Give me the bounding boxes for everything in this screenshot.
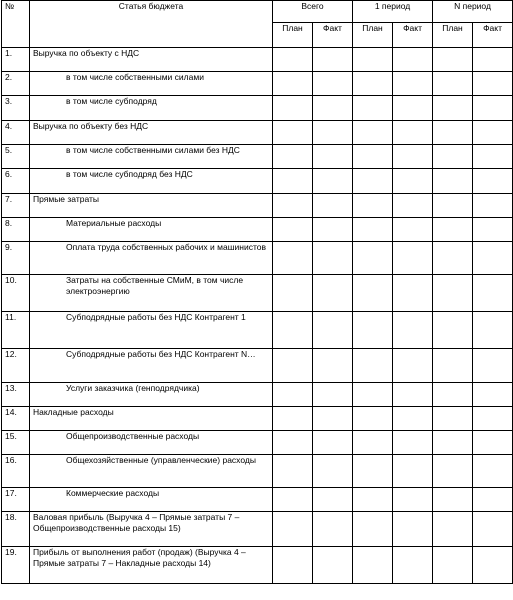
- row-label: Общехозяйственные (управленческие) расходы: [66, 455, 256, 465]
- value-cell[interactable]: [393, 218, 433, 242]
- table-row: [2, 121, 513, 145]
- value-cell[interactable]: [273, 96, 313, 121]
- value-cell[interactable]: [393, 383, 433, 407]
- table-row: [2, 242, 513, 275]
- value-cell[interactable]: [273, 383, 313, 407]
- header-total: Всего: [273, 1, 353, 23]
- row-number: 14.: [2, 407, 30, 431]
- table-row: [2, 96, 513, 121]
- value-cell[interactable]: [433, 194, 473, 218]
- value-cell[interactable]: [393, 275, 433, 312]
- value-cell[interactable]: [353, 488, 393, 512]
- value-cell[interactable]: [273, 169, 313, 194]
- row-label-cell: [30, 349, 273, 383]
- table-row: [2, 455, 513, 488]
- row-number: 5.: [2, 145, 30, 169]
- value-cell[interactable]: [313, 72, 353, 96]
- row-number: 9.: [2, 242, 30, 275]
- value-cell[interactable]: [313, 121, 353, 145]
- value-cell[interactable]: [393, 431, 433, 455]
- value-cell[interactable]: [433, 121, 473, 145]
- row-label: Общепроизводственные расходы: [66, 431, 200, 441]
- value-cell[interactable]: [353, 407, 393, 431]
- value-cell[interactable]: [473, 547, 513, 584]
- row-label: Выручка по объекту без НДС: [33, 121, 149, 131]
- value-cell[interactable]: [433, 169, 473, 194]
- value-cell[interactable]: [353, 275, 393, 312]
- budget-table: [1, 0, 513, 584]
- value-cell[interactable]: [313, 431, 353, 455]
- value-cell[interactable]: [473, 349, 513, 383]
- row-number: 12.: [2, 349, 30, 383]
- value-cell[interactable]: [273, 242, 313, 275]
- value-cell[interactable]: [353, 242, 393, 275]
- value-cell[interactable]: [273, 275, 313, 312]
- value-cell[interactable]: [353, 96, 393, 121]
- row-number: 4.: [2, 121, 30, 145]
- value-cell[interactable]: [273, 218, 313, 242]
- header-plan: План: [353, 23, 393, 48]
- value-cell[interactable]: [393, 72, 433, 96]
- value-cell[interactable]: [473, 275, 513, 312]
- value-cell[interactable]: [313, 275, 353, 312]
- table-row: [2, 72, 513, 96]
- value-cell[interactable]: [473, 455, 513, 488]
- row-label-cell: [30, 121, 273, 145]
- header-budget-item: Статья бюджета: [30, 1, 273, 48]
- table-row: [2, 275, 513, 312]
- value-cell[interactable]: [433, 488, 473, 512]
- value-cell[interactable]: [353, 547, 393, 584]
- value-cell[interactable]: [273, 349, 313, 383]
- row-label: в том числе собственными силами без НДС: [66, 145, 240, 155]
- table-row: [2, 488, 513, 512]
- value-cell[interactable]: [473, 121, 513, 145]
- value-cell[interactable]: [273, 145, 313, 169]
- value-cell[interactable]: [353, 145, 393, 169]
- row-label-cell: [30, 145, 273, 169]
- row-label: Прямые затраты: [33, 194, 99, 204]
- row-label-cell: [30, 96, 273, 121]
- value-cell[interactable]: [313, 349, 353, 383]
- header-row-groups: [2, 1, 513, 23]
- row-label: Прибыль от выполнения работ (продаж) (Выручка 4 – Прямые затраты 7 – Накладные расходы 14): [33, 547, 246, 568]
- value-cell[interactable]: [353, 218, 393, 242]
- value-cell[interactable]: [353, 48, 393, 72]
- value-cell[interactable]: [313, 407, 353, 431]
- header-plan: План: [273, 23, 313, 48]
- row-label-cell: [30, 218, 273, 242]
- value-cell[interactable]: [313, 145, 353, 169]
- value-cell[interactable]: [393, 121, 433, 145]
- value-cell[interactable]: [473, 48, 513, 72]
- row-number: 10.: [2, 275, 30, 312]
- value-cell[interactable]: [313, 455, 353, 488]
- value-cell[interactable]: [353, 312, 393, 349]
- row-label: в том числе субподряд: [66, 96, 157, 106]
- table-row: [2, 194, 513, 218]
- value-cell[interactable]: [273, 48, 313, 72]
- table-row: [2, 547, 513, 584]
- value-cell[interactable]: [473, 194, 513, 218]
- value-cell[interactable]: [433, 218, 473, 242]
- value-cell[interactable]: [313, 194, 353, 218]
- value-cell[interactable]: [313, 512, 353, 547]
- value-cell[interactable]: [273, 407, 313, 431]
- row-label-cell: [30, 383, 273, 407]
- value-cell[interactable]: [273, 312, 313, 349]
- row-label: Валовая прибыль (Выручка 4 – Прямые затраты 7 – Общепроизводственные расходы 15): [33, 512, 240, 533]
- value-cell[interactable]: [433, 96, 473, 121]
- table-row: [2, 407, 513, 431]
- header-plan: План: [433, 23, 473, 48]
- row-label: в том числе субподряд без НДС: [66, 169, 193, 179]
- value-cell[interactable]: [433, 145, 473, 169]
- row-label-cell: [30, 275, 273, 312]
- row-number: 7.: [2, 194, 30, 218]
- value-cell[interactable]: [473, 96, 513, 121]
- table-row: [2, 349, 513, 383]
- value-cell[interactable]: [433, 383, 473, 407]
- value-cell[interactable]: [313, 383, 353, 407]
- value-cell[interactable]: [473, 383, 513, 407]
- value-cell[interactable]: [393, 512, 433, 547]
- value-cell[interactable]: [393, 349, 433, 383]
- row-label-cell: [30, 455, 273, 488]
- value-cell[interactable]: [433, 48, 473, 72]
- value-cell[interactable]: [433, 512, 473, 547]
- value-cell[interactable]: [353, 512, 393, 547]
- row-label-cell: [30, 547, 273, 584]
- value-cell[interactable]: [473, 169, 513, 194]
- row-label: Выручка по объекту с НДС: [33, 48, 140, 58]
- value-cell[interactable]: [433, 431, 473, 455]
- value-cell[interactable]: [353, 431, 393, 455]
- row-label-cell: [30, 431, 273, 455]
- value-cell[interactable]: [313, 547, 353, 584]
- row-number: 2.: [2, 72, 30, 96]
- row-label: в том числе собственными силами: [66, 72, 204, 82]
- value-cell[interactable]: [273, 512, 313, 547]
- value-cell[interactable]: [313, 48, 353, 72]
- header-fact: Факт: [393, 23, 433, 48]
- value-cell[interactable]: [313, 312, 353, 349]
- row-label: Оплата труда собственных рабочих и машинистов: [66, 242, 267, 252]
- value-cell[interactable]: [433, 349, 473, 383]
- row-number: 18.: [2, 512, 30, 547]
- header-period-n: N период: [433, 1, 513, 23]
- row-number: 15.: [2, 431, 30, 455]
- value-cell[interactable]: [433, 455, 473, 488]
- row-number: 6.: [2, 169, 30, 194]
- value-cell[interactable]: [393, 96, 433, 121]
- value-cell[interactable]: [473, 312, 513, 349]
- value-cell[interactable]: [473, 407, 513, 431]
- value-cell[interactable]: [393, 48, 433, 72]
- value-cell[interactable]: [433, 407, 473, 431]
- row-label: Затраты на собственные СМиМ, в том числе электроэнергию: [66, 275, 244, 296]
- table-row: [2, 218, 513, 242]
- row-label: Субподрядные работы без НДС Контрагент 1: [66, 312, 246, 322]
- row-number: 3.: [2, 96, 30, 121]
- value-cell[interactable]: [473, 145, 513, 169]
- table-row: [2, 312, 513, 349]
- row-label-cell: [30, 48, 273, 72]
- value-cell[interactable]: [433, 72, 473, 96]
- value-cell[interactable]: [273, 194, 313, 218]
- value-cell[interactable]: [393, 169, 433, 194]
- value-cell[interactable]: [273, 72, 313, 96]
- value-cell[interactable]: [433, 242, 473, 275]
- table-row: [2, 48, 513, 72]
- row-label: Коммерческие расходы: [66, 488, 160, 498]
- header-number: №: [2, 1, 30, 48]
- row-label-cell: [30, 72, 273, 96]
- value-cell[interactable]: [353, 349, 393, 383]
- value-cell[interactable]: [393, 242, 433, 275]
- value-cell[interactable]: [353, 121, 393, 145]
- table-row: [2, 169, 513, 194]
- value-cell[interactable]: [473, 431, 513, 455]
- value-cell[interactable]: [353, 455, 393, 488]
- row-label-cell: [30, 242, 273, 275]
- value-cell[interactable]: [313, 218, 353, 242]
- value-cell[interactable]: [353, 194, 393, 218]
- row-number: 1.: [2, 48, 30, 72]
- row-label-cell: [30, 194, 273, 218]
- row-number: 8.: [2, 218, 30, 242]
- value-cell[interactable]: [433, 547, 473, 584]
- value-cell[interactable]: [353, 383, 393, 407]
- table-row: [2, 383, 513, 407]
- value-cell[interactable]: [313, 96, 353, 121]
- value-cell[interactable]: [433, 312, 473, 349]
- value-cell[interactable]: [473, 218, 513, 242]
- table-row: [2, 431, 513, 455]
- value-cell[interactable]: [473, 488, 513, 512]
- row-number: 13.: [2, 383, 30, 407]
- row-label: Услуги заказчика (генподрядчика): [66, 383, 200, 393]
- row-label-cell: [30, 512, 273, 547]
- row-number: 17.: [2, 488, 30, 512]
- value-cell[interactable]: [273, 488, 313, 512]
- budget-body: [2, 48, 513, 584]
- value-cell[interactable]: [393, 407, 433, 431]
- value-cell[interactable]: [393, 194, 433, 218]
- row-label-cell: [30, 488, 273, 512]
- value-cell[interactable]: [473, 72, 513, 96]
- value-cell[interactable]: [393, 312, 433, 349]
- value-cell[interactable]: [353, 169, 393, 194]
- value-cell[interactable]: [393, 547, 433, 584]
- header-fact: Факт: [473, 23, 513, 48]
- value-cell[interactable]: [313, 242, 353, 275]
- row-label-cell: [30, 169, 273, 194]
- value-cell[interactable]: [313, 169, 353, 194]
- row-label: Субподрядные работы без НДС Контрагент N…: [66, 349, 256, 359]
- value-cell[interactable]: [353, 72, 393, 96]
- table-row: [2, 145, 513, 169]
- row-label-cell: [30, 407, 273, 431]
- row-number: 16.: [2, 455, 30, 488]
- row-number: 19.: [2, 547, 30, 584]
- value-cell[interactable]: [273, 547, 313, 584]
- value-cell[interactable]: [393, 455, 433, 488]
- row-number: 11.: [2, 312, 30, 349]
- value-cell[interactable]: [393, 488, 433, 512]
- row-label: Накладные расходы: [33, 407, 114, 417]
- table-row: [2, 512, 513, 547]
- value-cell[interactable]: [473, 512, 513, 547]
- value-cell[interactable]: [273, 455, 313, 488]
- value-cell[interactable]: [393, 145, 433, 169]
- value-cell[interactable]: [273, 431, 313, 455]
- row-label: Материальные расходы: [66, 218, 162, 228]
- header-period-1: 1 период: [353, 1, 433, 23]
- row-label-cell: [30, 312, 273, 349]
- header-fact: Факт: [313, 23, 353, 48]
- value-cell[interactable]: [433, 275, 473, 312]
- value-cell[interactable]: [313, 488, 353, 512]
- value-cell[interactable]: [473, 242, 513, 275]
- value-cell[interactable]: [273, 121, 313, 145]
